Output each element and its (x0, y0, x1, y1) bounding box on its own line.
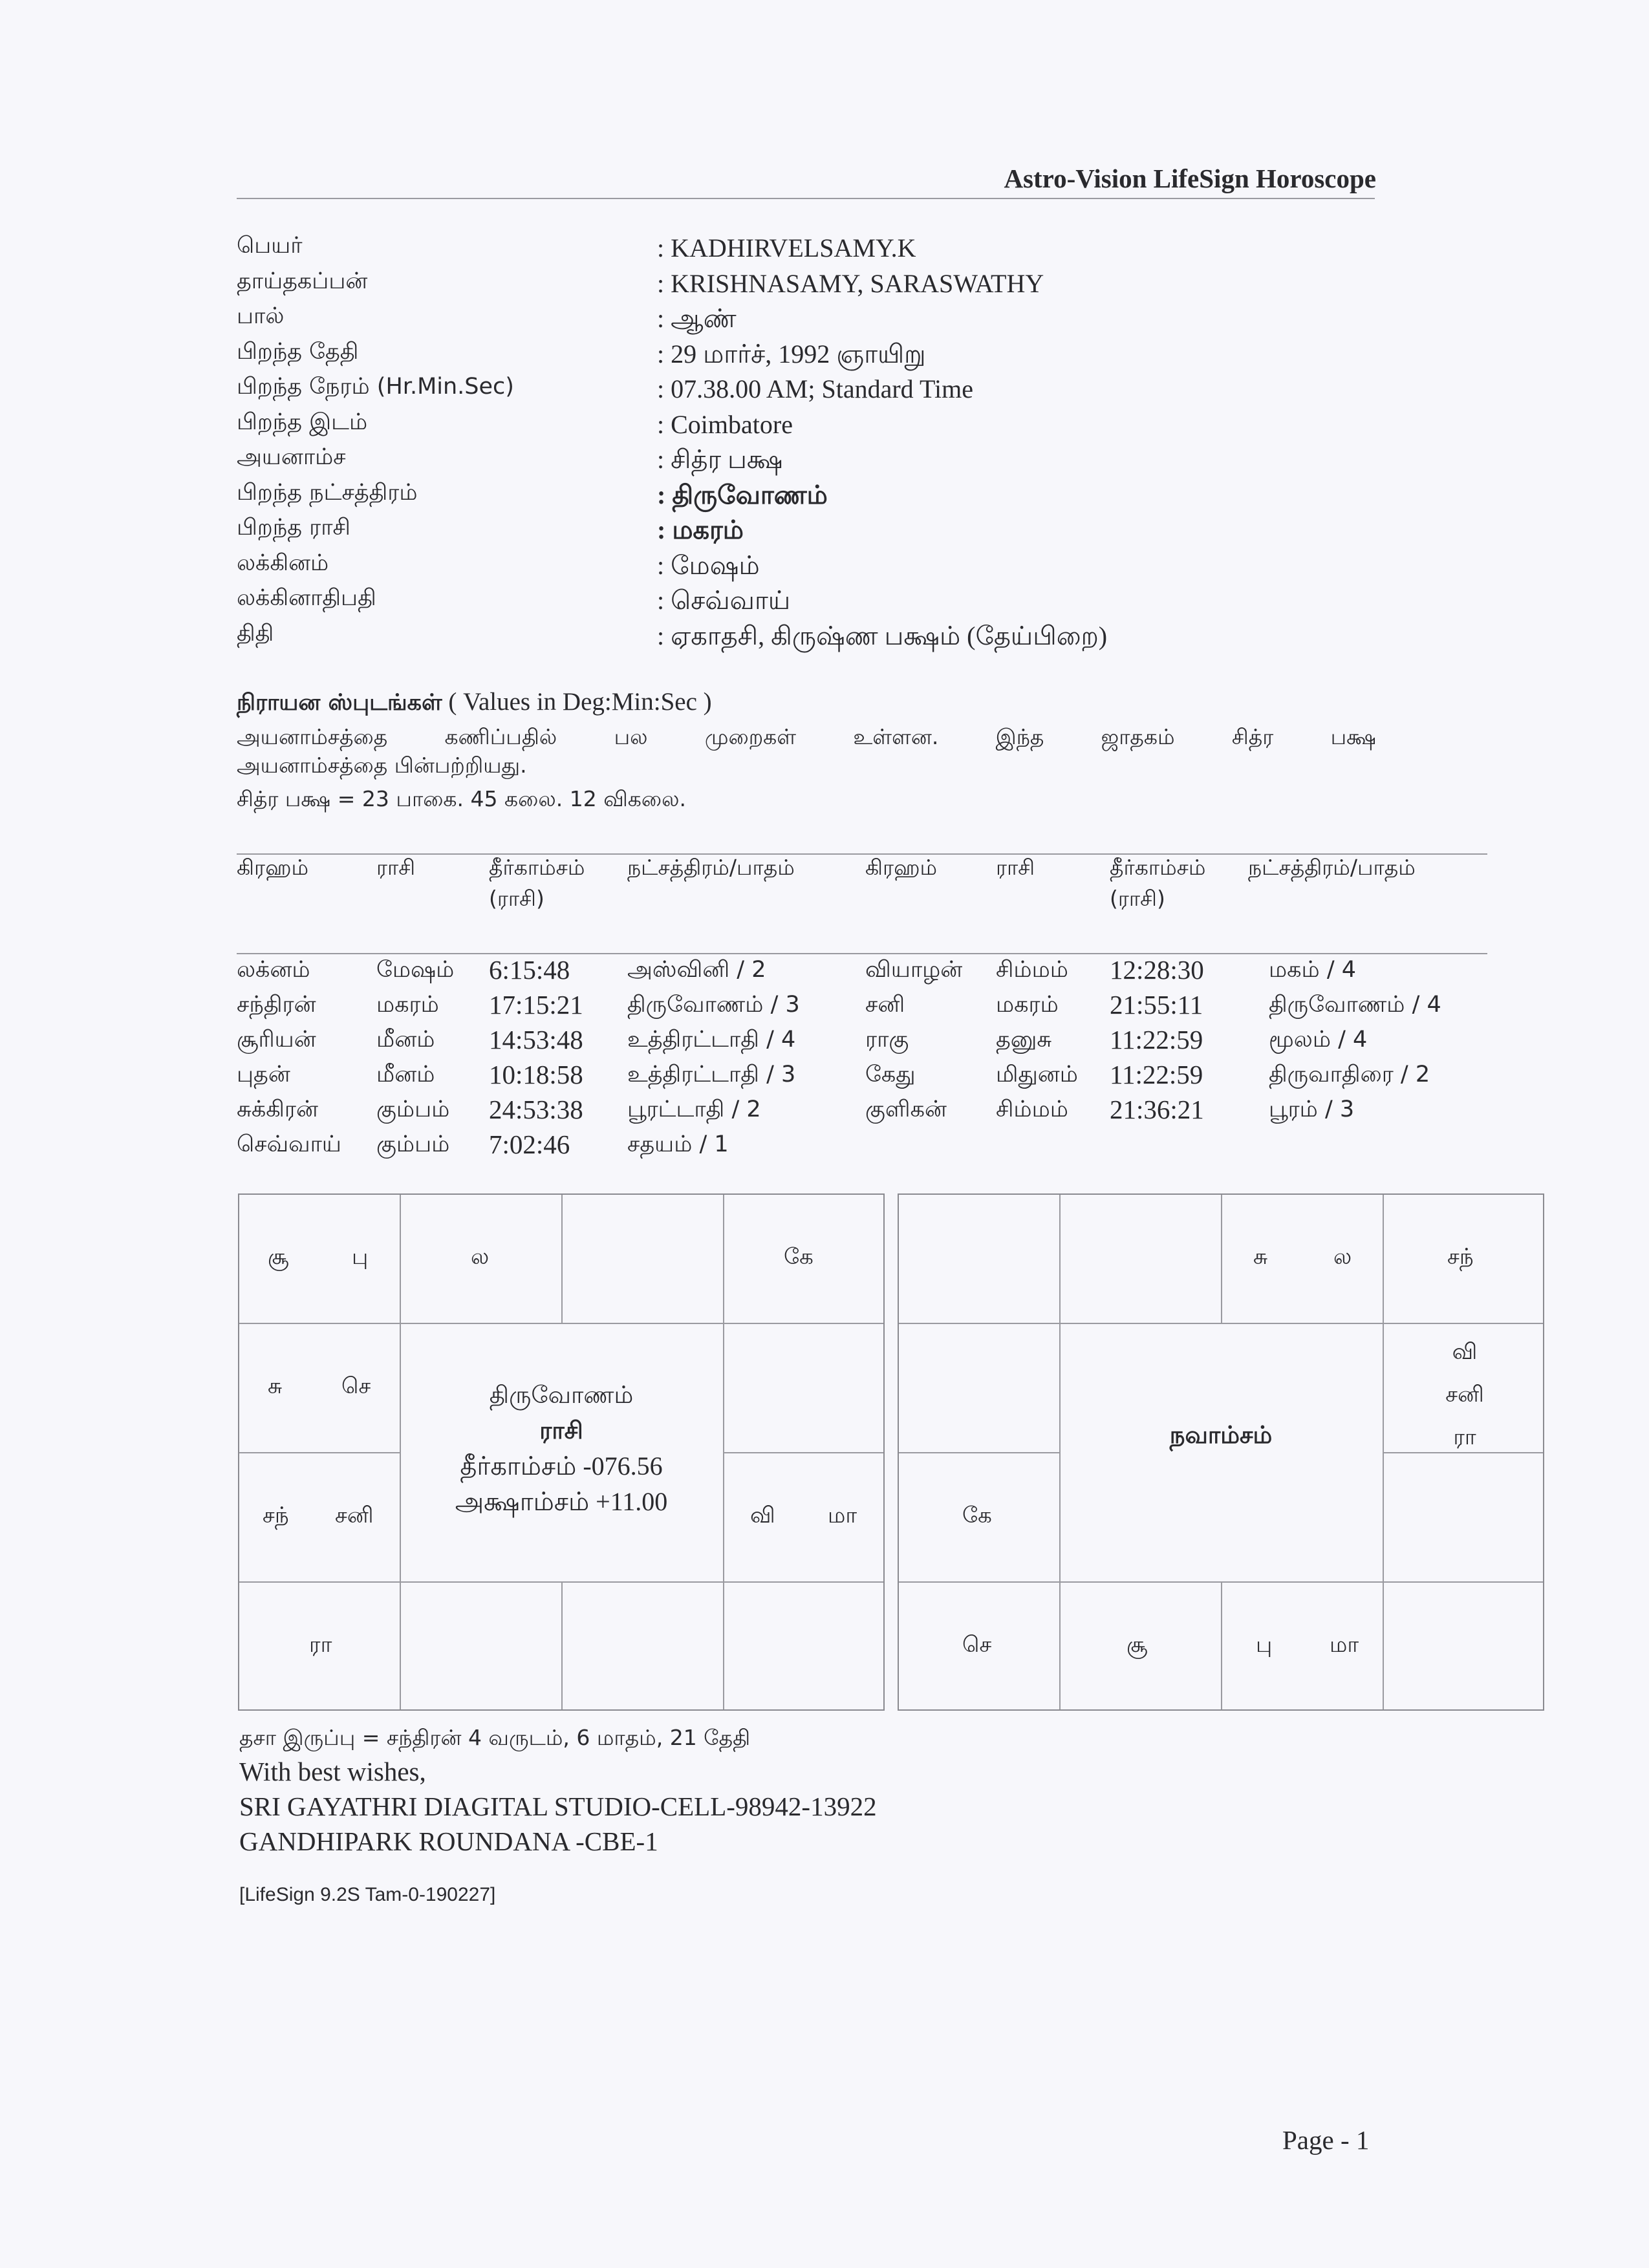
table-cell: திருவோணம் / 3 (627, 992, 800, 1018)
table-cell: 17:15:21 (489, 990, 583, 1020)
table-cell: 10:18:58 (489, 1060, 583, 1089)
rasi-center-title: ராசி (539, 1417, 583, 1444)
info-row-star (237, 480, 1401, 515)
info-label: பிறந்த ராசி (237, 515, 350, 540)
info-row-gender (237, 303, 1401, 339)
info-row-lagna (237, 550, 1401, 586)
table-cell: கும்பம் (376, 1131, 450, 1157)
navamsa-cell-text: ரா (1453, 1424, 1476, 1450)
grid-line (1221, 1581, 1222, 1709)
navamsa-center-title: நவாம்சம் (1169, 1421, 1273, 1449)
navamsa-cell-text: சந் (1447, 1244, 1474, 1270)
table-cell: சுக்கிரன் (237, 1097, 318, 1122)
navamsa-cell-text: மா (1330, 1632, 1359, 1658)
table-header-cell: கிரஹம் (865, 855, 938, 880)
info-row-ayanamsa (237, 444, 1401, 480)
info-row-name (237, 233, 1401, 268)
info-row-birth-place (237, 409, 1401, 445)
info-label: பிறந்த தேதி (237, 338, 359, 365)
rasi-cell-text: சூ (268, 1244, 289, 1270)
info-value: : ஏகாதசி, கிருஷ்ண பக்ஷம் (தேய்பிறை) (657, 621, 1108, 650)
table-cell: லக்னம் (237, 957, 310, 983)
table-cell: வியாழன் (865, 957, 963, 983)
info-value: : சித்ர பக்ஷ (657, 445, 783, 474)
info-label: லக்கினம் (237, 550, 329, 576)
info-label: லக்கினாதிபதி (237, 585, 376, 611)
table-cell: உத்திரட்டாதி / 3 (627, 1062, 796, 1087)
rasi-chart (238, 1193, 885, 1711)
table-cell: மகம் / 4 (1269, 957, 1357, 983)
dasa-balance-text: தசா இருப்பு = சந்திரன் 4 வருடம், 6 மாதம், 21 தேதி (239, 1725, 751, 1750)
table-cell: 21:36:21 (1110, 1095, 1204, 1124)
grid-line (723, 1452, 883, 1453)
table-header-rule (237, 953, 1487, 954)
table-cell: தனுசு (996, 1027, 1052, 1053)
info-label: தாய்தகப்பன் (237, 268, 368, 294)
table-cell: உத்திரட்டாதி / 4 (627, 1027, 796, 1053)
table-cell: மீனம் (376, 1062, 435, 1087)
info-row-birth-date (237, 339, 1401, 374)
grid-line (239, 1452, 400, 1453)
table-cell: சூரியன் (237, 1027, 316, 1053)
table-cell: சிம்மம் (996, 957, 1068, 983)
navamsa-cell-text: கே (962, 1503, 992, 1528)
info-value: : ஆண் (657, 304, 737, 333)
info-label: திதி (237, 620, 274, 647)
grid-line (723, 1195, 724, 1709)
info-value: : மேஷம் (657, 550, 760, 580)
table-cell: திருவாதிரை / 2 (1269, 1062, 1430, 1087)
table-cell: அஸ்வினி / 2 (627, 957, 766, 983)
navamsa-cell-text: வி (1452, 1339, 1478, 1365)
table-cell: 7:02:46 (489, 1129, 570, 1159)
navamsa-cell-text: சனி (1445, 1382, 1484, 1407)
grid-line (1221, 1195, 1222, 1323)
table-header-cell: கிரஹம் (237, 855, 309, 880)
rasi-center-star: திருவோணம் (489, 1381, 634, 1409)
info-value: : மகரம் (657, 515, 744, 544)
grid-line (1383, 1195, 1384, 1709)
navamsa-cell-stack (1385, 1331, 1544, 1459)
table-cell: சந்திரன் (237, 992, 316, 1018)
info-value: : 29 மார்ச், 1992 ஞாயிறு (657, 339, 926, 369)
table-cell: மகரம் (996, 992, 1059, 1018)
table-cell: 12:28:30 (1110, 955, 1204, 985)
positions-section-title (237, 687, 712, 718)
grid-line (899, 1452, 1059, 1453)
navamsa-cell-text: பு (1256, 1632, 1273, 1658)
info-row-thithi (237, 621, 1401, 656)
grid-line (899, 1323, 1543, 1324)
table-cell: மீனம் (376, 1027, 435, 1053)
table-header-cell: நட்சத்திரம்/பாதம் (627, 855, 795, 880)
info-value: : திருவோணம் (657, 480, 828, 509)
grid-line (561, 1581, 563, 1709)
info-row-birth-time (237, 374, 1401, 409)
rasi-center-latitude: அக்ஷாம்சம் +11.00 (455, 1487, 668, 1516)
grid-line (239, 1323, 883, 1324)
footer-address: GANDHIPARK ROUNDANA -CBE-1 (239, 1826, 658, 1856)
ayanamsa-note-line2: அயனாம்சத்தை பின்பற்றியது. (237, 753, 527, 778)
software-version: [LifeSign 9.2S Tam-0-190227] (239, 1884, 496, 1905)
table-cell: மகரம் (376, 992, 439, 1018)
grid-line (561, 1195, 563, 1323)
info-label: பால் (237, 303, 285, 329)
table-header-cell: தீர்காம்சம் (ராசி) (489, 855, 585, 911)
navamsa-chart (898, 1193, 1544, 1711)
table-header-cell: ராசி (996, 855, 1035, 880)
page-number: Page - 1 (1282, 2125, 1370, 2155)
rasi-cell-text: கே (784, 1244, 814, 1270)
table-cell: சிம்மம் (996, 1097, 1068, 1122)
table-cell: செவ்வாய் (237, 1131, 341, 1157)
table-cell: 24:53:38 (489, 1095, 583, 1124)
table-header-cell: தீர்காம்சம் (ராசி) (1110, 855, 1206, 911)
table-cell: ராகு (865, 1027, 909, 1053)
table-cell: 11:22:59 (1110, 1025, 1203, 1054)
info-label: பிறந்த நேரம் (Hr.Min.Sec) (237, 374, 514, 400)
rasi-cell-text: வி (750, 1503, 775, 1528)
table-cell: பூரட்டாதி / 2 (627, 1097, 761, 1122)
table-cell: 21:55:11 (1110, 990, 1203, 1020)
ayanamsa-value: சித்ர பக்ஷ = 23 பாகை. 45 கலை. 12 விகலை. (237, 786, 686, 811)
info-value: : Coimbatore (657, 409, 793, 439)
rasi-cell-text: சனி (335, 1503, 374, 1528)
section-title-rest: ( Values in Deg:Min:Sec ) (442, 688, 712, 716)
navamsa-cell-text: செ (962, 1632, 992, 1658)
rasi-cell-text: சு (268, 1373, 283, 1399)
table-cell: 14:53:48 (489, 1025, 583, 1054)
table-cell: மூலம் / 4 (1269, 1027, 1368, 1053)
rasi-center (401, 1377, 722, 1519)
page-header-title: Astro-Vision LifeSign Horoscope (1004, 164, 1376, 193)
table-cell: பூரம் / 3 (1269, 1097, 1355, 1122)
rasi-cell-text: ரா (309, 1632, 332, 1658)
table-cell: திருவோணம் / 4 (1269, 992, 1441, 1018)
table-header-cell: ராசி (376, 855, 416, 880)
info-label: பிறந்த நட்சத்திரம் (237, 479, 418, 506)
rasi-center-longitude: தீர்காம்சம் -076.56 (460, 1451, 663, 1481)
info-value: : செவ்வாய் (657, 586, 791, 615)
table-cell: மிதுனம் (996, 1062, 1078, 1087)
navamsa-cell-text: ல (1333, 1244, 1352, 1270)
navamsa-cell-text: சூ (1126, 1632, 1148, 1658)
table-cell: 6:15:48 (489, 955, 570, 985)
navamsa-cell-text: சு (1253, 1244, 1268, 1270)
ayanamsa-note-line1: அயனாம்சத்தை கணிப்பதில் பல முறைகள் உள்ளன. இந்த ஜாதகம் சித்ர பக்ஷ (237, 724, 1376, 749)
section-title-bold: நிராயன ஸ்புடங்கள் (237, 690, 442, 716)
table-cell: கும்பம் (376, 1097, 450, 1122)
info-value: : 07.38.00 AM; Standard Time (657, 374, 973, 403)
header-divider (237, 198, 1375, 199)
info-value: : KADHIRVELSAMY.K (657, 233, 916, 262)
info-row-rasi (237, 515, 1401, 550)
rasi-cell-text: மா (828, 1503, 857, 1528)
dasa-balance (239, 1724, 750, 1753)
rasi-cell-text: ல (471, 1244, 490, 1270)
table-cell: மேஷம் (376, 957, 455, 983)
info-row-parents (237, 268, 1401, 304)
info-value: : KRISHNASAMY, SARASWATHY (657, 268, 1044, 298)
info-label: பெயர் (237, 233, 303, 259)
table-cell: புதன் (237, 1062, 290, 1087)
footer-studio: SRI GAYATHRI DIAGITAL STUDIO-CELL-98942-13922 (239, 1792, 877, 1821)
info-label: அயனாம்ச (237, 444, 346, 470)
rasi-cell-text: செ (341, 1373, 371, 1399)
info-row-lagna-lord (237, 585, 1401, 621)
rasi-cell-text: சந் (263, 1503, 289, 1528)
table-header-cell: நட்சத்திரம்/பாதம் (1248, 855, 1416, 880)
footer-wishes: With best wishes, (239, 1757, 426, 1786)
table-cell: கேது (865, 1062, 916, 1087)
table-cell: 11:22:59 (1110, 1060, 1203, 1089)
rasi-cell-text: பு (352, 1244, 369, 1270)
birth-details (237, 233, 1401, 656)
table-cell: சதயம் / 1 (627, 1131, 729, 1157)
info-label: பிறந்த இடம் (237, 409, 368, 435)
table-cell: சனி (865, 992, 905, 1018)
table-cell: குளிகன் (865, 1097, 947, 1122)
